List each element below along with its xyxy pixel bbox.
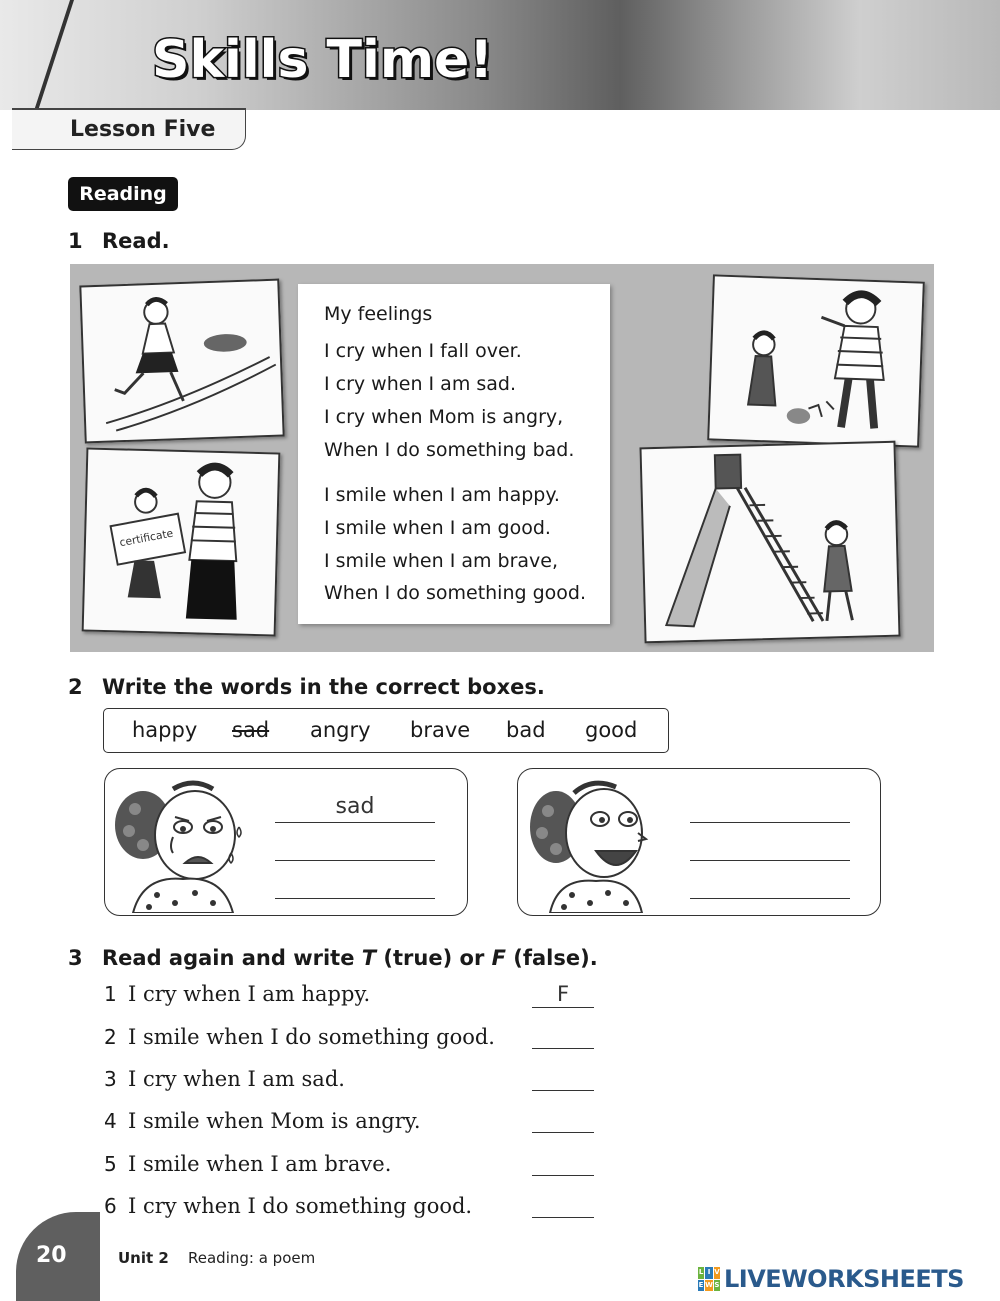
tf-item	[104, 1025, 495, 1049]
poem-line: When I do something good.	[324, 582, 587, 604]
sad-answer-box	[104, 768, 468, 916]
tf-item-number: 2	[104, 1025, 117, 1049]
logo-letter: V	[714, 1267, 720, 1279]
header-banner	[0, 0, 1000, 110]
tf-item	[104, 1194, 472, 1218]
liveworksheets-grid-icon	[698, 1267, 720, 1291]
footer-unit: Unit 2	[118, 1249, 169, 1267]
tf-item-text: I smile when Mom is angry.	[128, 1109, 421, 1133]
certificate-label: certificate	[118, 526, 175, 550]
poem-line: When I do something bad.	[324, 439, 575, 461]
word-angry[interactable]: angry	[310, 718, 371, 742]
word-good[interactable]: good	[585, 718, 638, 742]
exercise-1-number: 1	[68, 229, 83, 253]
falling-girl-drawing	[81, 281, 282, 442]
word-bank	[103, 708, 669, 753]
tf-blank-1[interactable]	[532, 1007, 594, 1008]
section-badge: Reading	[68, 177, 178, 211]
poem-line: I cry when I am sad.	[324, 373, 517, 395]
tf-item	[104, 1152, 391, 1176]
tf-blank-3[interactable]	[532, 1090, 594, 1091]
sad-face-icon	[113, 775, 243, 913]
tf-blank-4[interactable]	[532, 1132, 594, 1133]
exercise-3-title	[68, 946, 598, 970]
happy-blank-3[interactable]	[690, 898, 850, 899]
logo-letter: E	[698, 1280, 704, 1292]
poem-title: My feelings	[324, 303, 433, 325]
exercise-2-instruction: Write the words in the correct boxes.	[102, 675, 545, 699]
tf-item-number: 3	[104, 1067, 117, 1091]
sad-blank-3[interactable]	[275, 898, 435, 899]
tf-blank-5[interactable]	[532, 1175, 594, 1176]
happy-answer-box	[517, 768, 881, 916]
footer-subtitle: Reading: a poem	[188, 1249, 316, 1267]
page-number: 20	[36, 1243, 67, 1268]
exercise-2-title	[68, 675, 545, 699]
liveworksheets-brand: LIVEWORKSHEETS	[724, 1265, 964, 1293]
word-bad[interactable]: bad	[506, 718, 546, 742]
sad-blank-2[interactable]	[275, 860, 435, 861]
poem-line: I cry when I fall over.	[324, 340, 522, 362]
tf-item-text: I cry when I am sad.	[128, 1067, 345, 1091]
happy-blank-2[interactable]	[690, 860, 850, 861]
tf-item-text: I smile when I do something good.	[128, 1025, 495, 1049]
picture-mom-angry	[707, 274, 925, 447]
angry-mom-drawing	[709, 276, 923, 445]
exercise-1-title	[68, 229, 170, 253]
poem-line: I cry when Mom is angry,	[324, 406, 564, 428]
tf-item	[104, 982, 370, 1006]
word-sad[interactable]: sad	[232, 718, 270, 742]
word-happy[interactable]: happy	[132, 718, 198, 742]
tf-item-number: 6	[104, 1194, 117, 1218]
poem-line: I smile when I am brave,	[324, 550, 559, 572]
exercise-3-instruction-prefix: Read again and write	[102, 946, 362, 970]
tf-item	[104, 1067, 345, 1091]
t-word: (true) or	[376, 946, 492, 970]
tf-answer-1[interactable]: F	[556, 982, 570, 1006]
f-letter: F	[491, 946, 506, 970]
f-word: (false).	[505, 946, 598, 970]
sad-answer-1[interactable]: sad	[335, 794, 375, 819]
tf-item-number: 4	[104, 1109, 117, 1133]
tf-item-number: 1	[104, 982, 117, 1006]
logo-letter: W	[705, 1280, 713, 1292]
poem-panel	[70, 264, 934, 652]
exercise-1-instruction: Read.	[102, 229, 170, 253]
picture-slide	[639, 441, 900, 644]
poem-line: I smile when I am good.	[324, 517, 551, 539]
tf-blank-6[interactable]	[532, 1217, 594, 1218]
slide-drawing	[642, 443, 899, 642]
poem-line: I smile when I am happy.	[324, 484, 560, 506]
tf-item-number: 5	[104, 1152, 117, 1176]
tf-item-text: I cry when I do something good.	[128, 1194, 473, 1218]
tf-item-text: I cry when I am happy.	[128, 982, 371, 1006]
logo-letter: L	[698, 1267, 704, 1279]
tf-blank-2[interactable]	[532, 1048, 594, 1049]
tf-item-text: I smile when I am brave.	[128, 1152, 392, 1176]
tf-item	[104, 1109, 421, 1133]
exercise-2-number: 2	[68, 675, 83, 699]
poem-card	[298, 284, 610, 624]
certificate-drawing	[84, 450, 279, 635]
t-letter: T	[361, 946, 377, 970]
happy-blank-1[interactable]	[690, 822, 850, 823]
picture-girl-falling	[79, 279, 284, 444]
word-brave[interactable]: brave	[410, 718, 471, 742]
logo-letter: S	[714, 1280, 720, 1292]
page-title: Skills Time!	[152, 30, 494, 90]
picture-certificate	[82, 447, 281, 636]
exercise-3-number: 3	[68, 946, 83, 970]
lesson-title: Lesson Five	[70, 117, 216, 142]
liveworksheets-logo[interactable]	[698, 1265, 964, 1293]
happy-face-icon	[526, 775, 656, 913]
logo-letter: I	[705, 1267, 713, 1279]
sad-blank-1[interactable]	[275, 822, 435, 823]
